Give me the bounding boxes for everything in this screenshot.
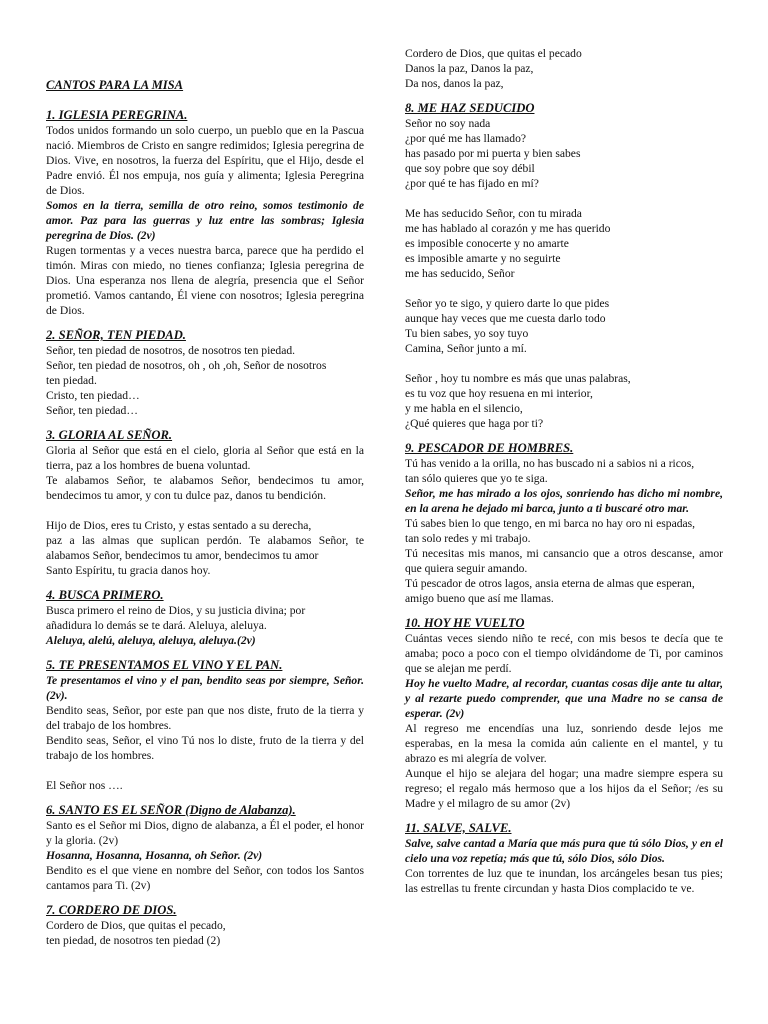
left-paragraph: Bendito es el que viene en nombre del Señor, con todos los Santos cantamos para Ti. (2v): [46, 864, 364, 892]
right-lyric-line: Señor yo te sigo, y quiero darte lo que pides: [405, 297, 610, 310]
left-paragraph: Todos unidos formando un solo cuerpo, un pueblo que en la Pascua nació. Miembros de Cristo en sangre redimidos; Iglesia peregrina de Dios. Vive, en nosotros, la fuerza del Espíritu, que el Hijo, desde el Padre envió. Él nos empuja, nos guía y alimenta; Iglesia Peregrina de Dios.: [46, 124, 364, 197]
right-lyric-line: y me habla en el silencio,: [405, 402, 523, 415]
left-section-title: 6. SANTO ES EL SEÑOR (Digno de Alabanza).: [46, 803, 296, 817]
right-lyric-line: ¿por qué me has llamado?: [405, 132, 527, 145]
right-lyric-line: Señor no soy nada: [405, 117, 491, 130]
left-lyric-line: Hijo de Dios, eres tu Cristo, y estas sentado a su derecha,: [46, 519, 312, 532]
right-lyric-line: has pasado por mi puerta y bien sabes: [405, 147, 581, 160]
left-lyric-line: Señor, ten piedad…: [46, 404, 138, 417]
left-lyric-line: Santo Espíritu, tu gracia danos hoy.: [46, 564, 211, 577]
left-lyric-line: Cordero de Dios, que quitas el pecado,: [46, 919, 226, 932]
left-paragraph: Santo es el Señor mi Dios, digno de alabanza, a Él el poder, el honor y la gloria. (2v): [46, 819, 364, 847]
right-paragraph: Con torrentes de luz que te inundan, los arcángeles besan tus pies; las estrellas tu frente circundan y hasta Dios complacido te ve.: [405, 867, 723, 895]
left-chorus: Te presentamos el vino y el pan, bendito seas por siempre, Señor. (2v).: [46, 674, 364, 702]
right-lyric-line: Cordero de Dios, que quitas el pecado: [405, 47, 582, 60]
right-lyric-line: es imposible amarte y no seguirte: [405, 252, 561, 265]
right-lyric-line: Da nos, danos la paz,: [405, 77, 504, 90]
left-lyric-line: Señor, ten piedad de nosotros, de nosotros ten piedad.: [46, 344, 296, 357]
right-lyric-line: tan sólo quieres que yo te siga.: [405, 472, 548, 485]
left-section-title: 3. GLORIA AL SEÑOR.: [46, 428, 173, 442]
right-lyric-line: es imposible conocerte y no amarte: [405, 237, 569, 250]
right-lyric-line: Tú sabes bien lo que tengo, en mi barca no hay oro ni espadas,: [405, 517, 696, 530]
right-blank-line: [405, 191, 723, 206]
right-chorus: Salve, salve cantad a María que más pura que tú sólo Dios, y en el cielo una voz repetía; más que tú, sólo Dios, sólo Dios.: [405, 837, 723, 865]
right-section-title: 11. SALVE, SALVE.: [405, 821, 512, 835]
left-lyric-line: Cristo, ten piedad…: [46, 389, 140, 402]
left-section-title: 7. CORDERO DE DIOS.: [46, 903, 177, 917]
left-blank-line: [46, 763, 364, 778]
right-chorus: Hoy he vuelto Madre, al recordar, cuantas cosas dije ante tu altar, y al rezarte puedo comprender, que una Madre no se cansa de esperar. (2v): [405, 677, 723, 720]
right-lyric-line: Tú pescador de otros lagos, ansia eterna de almas que esperan,: [405, 577, 695, 590]
left-paragraph: Gloria al Señor que está en el cielo, gloria al Señor que está en la tierra, paz a los hombres de buena voluntad.: [46, 444, 364, 472]
right-chorus: Señor, me has mirado a los ojos, sonriendo has dicho mi nombre, en la arena he dejado mi barca, junto a ti buscaré otro mar.: [405, 487, 723, 515]
right-column: [405, 46, 723, 896]
right-lyric-line: Tú has venido a la orilla, no has buscado ni a sabios ni a ricos,: [405, 457, 695, 470]
right-lyric-line: me has hablado al corazón y me has querido: [405, 222, 611, 235]
document-title: CANTOS PARA LA MISA: [46, 78, 184, 92]
left-section-title: 2. SEÑOR, TEN PIEDAD.: [46, 328, 186, 342]
left-lyric-line: ten piedad, de nosotros ten piedad (2): [46, 934, 221, 947]
left-section-title: 1. IGLESIA PEREGRINA.: [46, 108, 188, 122]
left-chorus: Somos en la tierra, semilla de otro reino, somos testimonio de amor. Paz para las guerras y luz entre las sombras; Iglesia peregrina de Dios. (2v): [46, 199, 364, 242]
left-paragraph: Rugen tormentas y a veces nuestra barca, parece que ha perdido el timón. Miras con miedo, no tienes confianza; Iglesia peregrina de Dios. Una esperanza nos llena de alegría, presencia que el Señor prometió. Vamos cantando, Él viene con nosotros; Iglesia peregrina de Dios.: [46, 244, 364, 317]
right-section-title: 10. HOY HE VUELTO: [405, 616, 525, 630]
right-section-title: 9. PESCADOR DE HOMBRES.: [405, 441, 574, 455]
right-column-body: [405, 46, 723, 896]
right-section-title: 8. ME HAZ SEDUCIDO: [405, 101, 535, 115]
left-lyric-line: ten piedad.: [46, 374, 97, 387]
right-lyric-line: ¿Qué quieres que haga por ti?: [405, 417, 544, 430]
right-lyric-line: me has seducido, Señor: [405, 267, 515, 280]
left-paragraph: paz a las almas que suplican perdón. Te alabamos Señor, te alabamos Señor, bendecimos tu amor, bendecimos tu amor: [46, 534, 364, 562]
left-lyric-line: Busca primero el reino de Dios, y su justicia divina; por: [46, 604, 306, 617]
left-paragraph: Bendito seas, Señor, el vino Tú nos lo diste, fruto de la tierra y del trabajo de los hombres.: [46, 734, 364, 762]
right-lyric-line: Camina, Señor junto a mí.: [405, 342, 527, 355]
right-blank-line: [405, 281, 723, 296]
left-paragraph: Bendito seas, Señor, por este pan que nos diste, fruto de la tierra y del trabajo de los hombres.: [46, 704, 364, 732]
left-blank-line: [46, 503, 364, 518]
right-lyric-line: aunque hay veces que me cuesta darlo todo: [405, 312, 606, 325]
left-section-title: 4. BUSCA PRIMERO.: [46, 588, 164, 602]
right-paragraph: Cuántas veces siendo niño te recé, con mis besos te decía que te amaba; poco a poco con el tiempo olvidándome de Ti, por caminos que se alejan me perdí.: [405, 632, 723, 675]
left-column: [46, 78, 364, 948]
left-lyric-line: añadidura lo demás se te dará. Aleluya, aleluya.: [46, 619, 267, 632]
right-lyric-line: Señor , hoy tu nombre es más que unas palabras,: [405, 372, 631, 385]
right-lyric-line: Tu bien sabes, yo soy tuyo: [405, 327, 529, 340]
right-paragraph: Aunque el hijo se alejara del hogar; una madre siempre espera su regreso; el regalo más hermoso que a los hijos da el Señor; /es su Madre y el milagro de su amor (2v): [405, 767, 723, 810]
right-blank-line: [405, 356, 723, 371]
left-lyric-line: El Señor nos ….: [46, 779, 123, 792]
right-lyric-line: Me has seducido Señor, con tu mirada: [405, 207, 582, 220]
right-lyric-line: Danos la paz, Danos la paz,: [405, 62, 534, 75]
right-lyric-line: amigo bueno que así me llamas.: [405, 592, 554, 605]
left-lyric-line: Señor, ten piedad de nosotros, oh , oh ,oh, Señor de nosotros: [46, 359, 327, 372]
right-lyric-line: es tu voz que hoy resuena en mi interior,: [405, 387, 593, 400]
left-chorus-line: Hosanna, Hosanna, Hosanna, oh Señor. (2v): [46, 849, 263, 862]
right-paragraph: Al regreso me encendías una luz, sonriendo desde lejos me esperabas, en la mesa la comida aún caliente en el mantel, y tu abrazo es mi alegría de volver.: [405, 722, 723, 765]
right-paragraph: Tú necesitas mis manos, mi cansancio que a otros descanse, amor que quiera seguir amando.: [405, 547, 723, 575]
left-section-title: 5. TE PRESENTAMOS EL VINO Y EL PAN.: [46, 658, 283, 672]
left-chorus-line: Aleluya, alelú, aleluya, aleluya, aleluya.(2v): [46, 634, 256, 647]
right-lyric-line: ¿por qué te has fijado en mí?: [405, 177, 539, 190]
right-lyric-line: tan solo redes y mi trabajo.: [405, 532, 531, 545]
right-lyric-line: que soy pobre que soy débil: [405, 162, 535, 175]
left-column-body: [46, 108, 364, 948]
left-paragraph: Te alabamos Señor, te alabamos Señor, bendecimos tu amor, bendecimos tu amor, y con tu dulce paz, danos tu bendición.: [46, 474, 364, 502]
